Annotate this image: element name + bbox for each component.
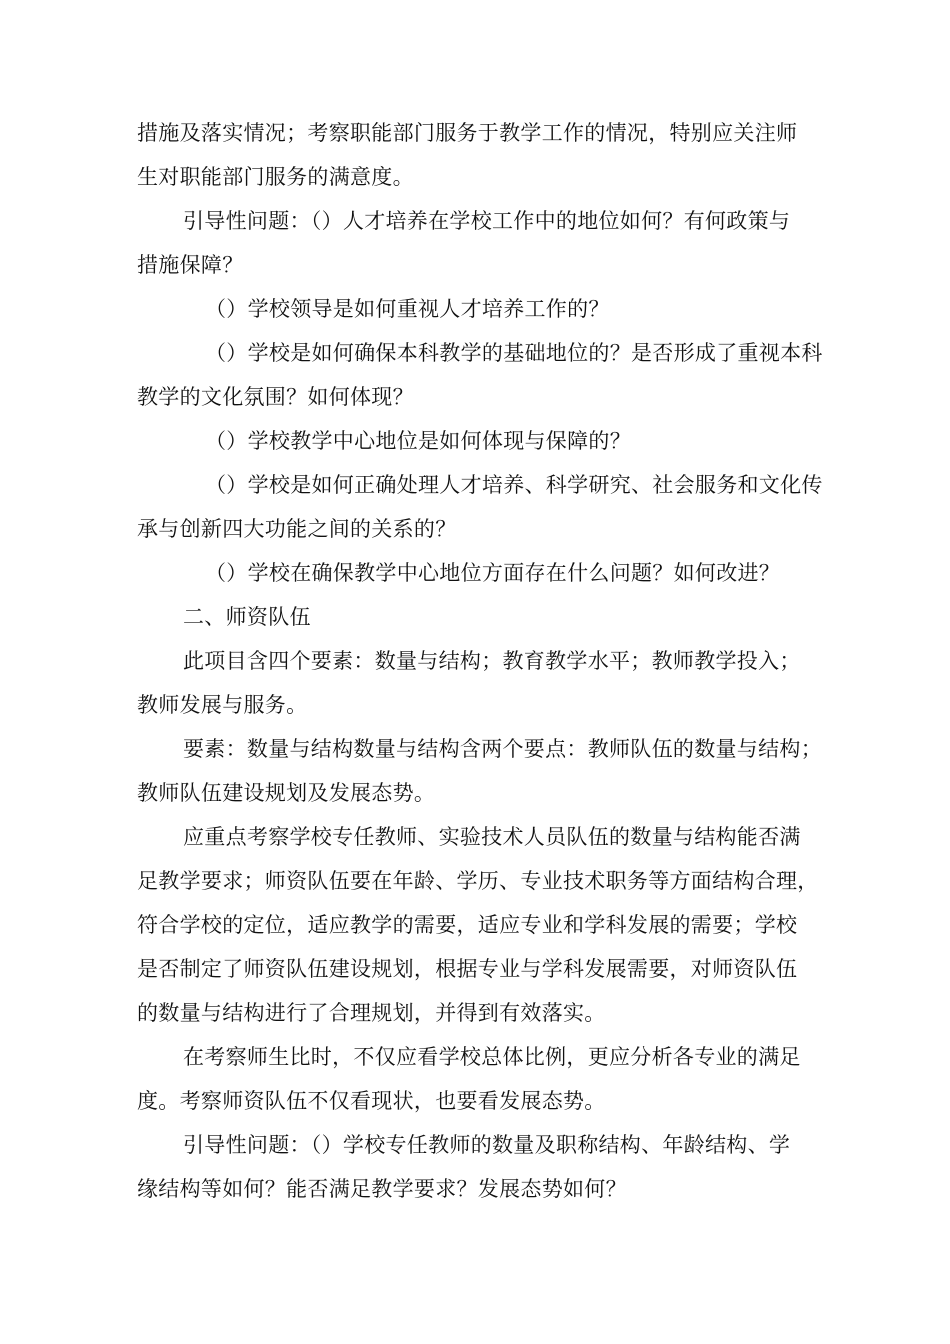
paragraph-line: 此项目含四个要素：数量与结构；教育教学水平；教师教学投入；: [183, 649, 801, 673]
question-line: （）学校教学中心地位是如何体现与保障的？: [205, 429, 631, 453]
paragraph-line: 应重点考察学校专任教师、实验技术人员队伍的数量与结构能否满: [183, 825, 801, 849]
question-line: （）学校是如何正确处理人才培养、科学研究、社会服务和文化传: [205, 473, 823, 497]
section-heading: 二、师资队伍: [183, 605, 311, 629]
paragraph-line: 措施保障？: [137, 253, 244, 277]
paragraph-line: 生对职能部门服务的满意度。: [137, 165, 414, 189]
paragraph-line: 承与创新四大功能之间的关系的？: [137, 517, 457, 541]
paragraph-line: 教学的文化氛围？如何体现？: [137, 385, 414, 409]
question-line: （）学校在确保教学中心地位方面存在什么问题？如何改进？: [205, 561, 781, 585]
paragraph-line: 的数量与结构进行了合理规划，并得到有效落实。: [137, 1001, 606, 1025]
paragraph-line: 在考察师生比时，不仅应看学校总体比例，更应分析各专业的满足: [183, 1045, 801, 1069]
paragraph-line: 引导性问题：（）人才培养在学校工作中的地位如何？有何政策与: [183, 209, 791, 233]
paragraph-line: 是否制定了师资队伍建设规划，根据专业与学科发展需要，对师资队伍: [137, 957, 798, 981]
question-line: （）学校领导是如何重视人才培养工作的？: [205, 297, 610, 321]
paragraph-line: 教师队伍建设规划及发展态势。: [137, 781, 436, 805]
paragraph-line: 符合学校的定位，适应教学的需要，适应专业和学科发展的需要；学校: [137, 913, 798, 937]
paragraph-line: 教师发展与服务。: [137, 693, 308, 717]
paragraph-line: 引导性问题：（）学校专任教师的数量及职称结构、年龄结构、学: [183, 1133, 791, 1157]
paragraph-line: 措施及落实情况；考察职能部门服务于教学工作的情况，特别应关注师: [137, 121, 798, 145]
paragraph-line: 缘结构等如何？能否满足教学要求？发展态势如何？: [137, 1177, 627, 1201]
paragraph-line: 度。考察师资队伍不仅看现状，也要看发展态势。: [137, 1089, 606, 1113]
paragraph-line: 要素：数量与结构数量与结构含两个要点：教师队伍的数量与结构；: [183, 737, 822, 761]
question-line: （）学校是如何确保本科教学的基础地位的？是否形成了重视本科: [205, 341, 823, 365]
paragraph-line: 足教学要求；师资队伍要在年龄、学历、专业技术职务等方面结构合理，: [137, 869, 819, 893]
